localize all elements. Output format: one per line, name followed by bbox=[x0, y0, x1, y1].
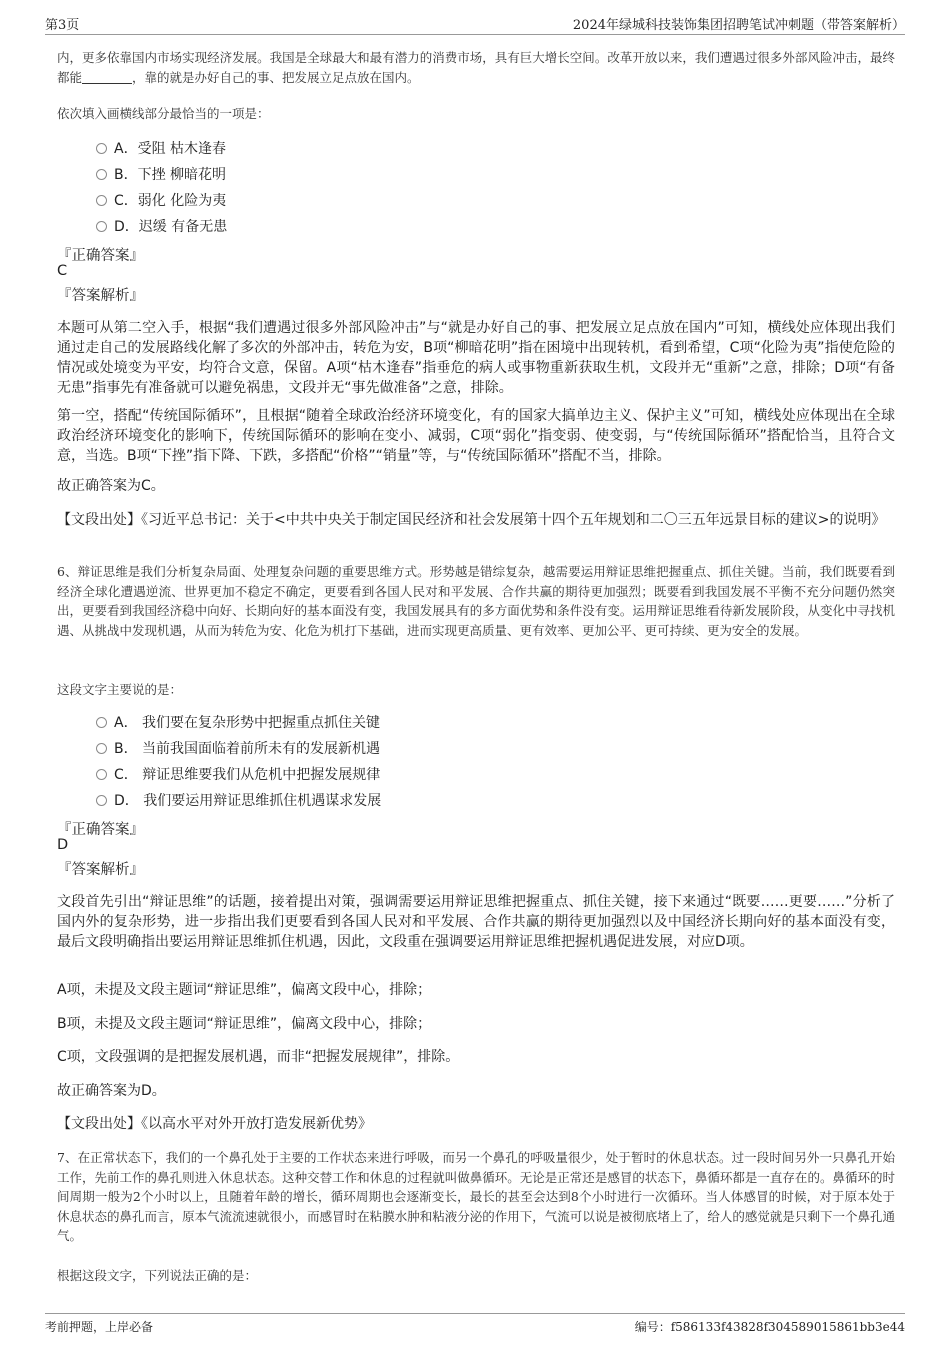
document-title: 2024年绿城科技装饰集团招聘笔试冲刺题（带答案解析） bbox=[572, 18, 905, 33]
q5-option-a[interactable] bbox=[96, 138, 226, 158]
q5-option-b-label: B．下挫 柳暗花明 bbox=[114, 167, 227, 183]
q5-blank bbox=[82, 71, 132, 84]
radio-icon[interactable] bbox=[96, 795, 107, 806]
q5-option-c[interactable] bbox=[96, 190, 226, 210]
q6-option-a-label: A． 我们要在复杂形势中把握重点抓住关键 bbox=[114, 715, 381, 731]
q5-source: 【文段出处】《习近平总书记：关于<中共中央关于制定国民经济和社会发展第十四个五年规划和二〇三五年远景目标的建议>的说明》 bbox=[57, 512, 886, 528]
q6-option-b-label: B． 当前我国面临着前所未有的发展新机遇 bbox=[114, 741, 381, 757]
page-header bbox=[45, 12, 905, 35]
q5-passage-part2: ，靠的就是办好自己的事、把发展立足点放在国内。 bbox=[132, 69, 420, 85]
q5-passage bbox=[57, 48, 895, 87]
q6-answer: D bbox=[57, 837, 69, 853]
q6-source: 【文段出处】《以高水平对外开放打造发展新优势》 bbox=[57, 1116, 372, 1132]
q5-answer-tag: 『正确答案』 bbox=[57, 248, 144, 264]
q5-option-d[interactable] bbox=[96, 216, 227, 236]
q5-passage-part1: 内，更多依靠国内市场实现经济发展。我国是全球最大和最有潜力的消费市场，具有巨大增长空间。改革开放以来，我们遭遇过很多外部风险冲击，最终都能 bbox=[57, 50, 895, 85]
q6-answer-tag: 『正确答案』 bbox=[57, 822, 144, 838]
q6-option-d[interactable] bbox=[96, 790, 381, 810]
q6-analysis-3: B项，未提及文段主题词“辩证思维”，偏离文段中心，排除； bbox=[57, 1016, 432, 1032]
q5-option-b[interactable] bbox=[96, 164, 226, 184]
radio-icon[interactable] bbox=[96, 169, 107, 180]
radio-icon[interactable] bbox=[96, 743, 107, 754]
radio-icon[interactable] bbox=[96, 769, 107, 780]
q5-analysis-2: 第一空，搭配“传统国际循环”，且根据“随着全球政治经济环境变化，有的国家大搞单边主义、保护主义”可知，横线处应体现出在全球政治经济环境变化的影响下，传统国际循环的影响在变小、减弱，C项“弱化”指变弱、使变弱，与“传统国际循环”搭配恰当，且符合文意，当选。B项“下挫”指下降、下跌，多搭配“价格”“销量”等，与“传统国际循环”搭配不当，排除。 bbox=[57, 408, 895, 464]
q5-option-c-label: C．弱化 化险为夷 bbox=[114, 193, 227, 209]
q6-option-c-label: C． 辩证思维要我们从危机中把握发展规律 bbox=[114, 767, 381, 783]
q6-option-d-label: D． 我们要运用辩证思维抓住机遇谋求发展 bbox=[114, 793, 382, 809]
q6-analysis-5: 故正确答案为D。 bbox=[57, 1083, 166, 1099]
page-number: 第3页 bbox=[45, 18, 80, 33]
q6-analysis-tag: 『答案解析』 bbox=[57, 862, 144, 878]
q6-option-b[interactable] bbox=[96, 738, 380, 758]
q5-prompt: 依次填入画横线部分最恰当的一项是： bbox=[57, 106, 270, 121]
q5-option-d-label: D．迟缓 有备无患 bbox=[114, 219, 228, 235]
page-footer bbox=[45, 1313, 905, 1340]
q5-answer: C bbox=[57, 263, 68, 279]
q7-passage: 7、在正常状态下，我们的一个鼻孔处于主要的工作状态来进行呼吸，而另一个鼻孔的呼吸量很少，处于暂时的休息状态。过一段时间另外一只鼻孔开始工作，先前工作的鼻孔则进入休息状态。这种交替工作和休息的过程就叫做鼻循环。无论是正常还是感冒的状态下，鼻循环都是一直存在的。鼻循环的时间周期一般为2个小时以上，且随着年龄的增长，循环周期也会逐渐变长，最长的甚至会达到8个小时进行一次循环。当人体感冒的时候，对于原本处于休息状态的鼻孔而言，原本气流流速就很小，而感冒时在粘膜水肿和粘液分泌的作用下，气流可以说是被彻底堵上了，给人的感觉就是只剩下一个鼻孔通气。 bbox=[57, 1150, 895, 1243]
q6-analysis-1: 文段首先引出“辩证思维”的话题，接着提出对策，强调需要运用辩证思维把握重点、抓住关键，接下来通过“既要……更要……”分析了国内外的复杂形势，进一步指出我们更要看到各国人民对和平发展、合作共赢的期待更加强烈以及中国经济长期向好的基本面没有变，最后文段明确指出要运用辩证思维抓住机遇，因此，文段重在强调要运用辩证思维把握机遇促进发展，对应D项。 bbox=[57, 894, 895, 950]
q6-option-a[interactable] bbox=[96, 712, 380, 732]
radio-icon[interactable] bbox=[96, 195, 107, 206]
footer-serial: 编号：f586133f43828f304589015861bb3e44 bbox=[634, 1320, 905, 1334]
q7-prompt: 根据这段文字，下列说法正确的是： bbox=[57, 1268, 258, 1283]
radio-icon[interactable] bbox=[96, 143, 107, 154]
q5-option-a-label: A．受阻 枯木逢春 bbox=[114, 141, 227, 157]
radio-icon[interactable] bbox=[96, 717, 107, 728]
q6-option-c[interactable] bbox=[96, 764, 380, 784]
q6-analysis-2: A项，未提及文段主题词“辩证思维”，偏离文段中心，排除； bbox=[57, 982, 432, 998]
q5-analysis-1: 本题可从第二空入手，根据“我们遭遇过很多外部风险冲击”与“就是办好自己的事、把发展立足点放在国内”可知，横线处应体现出我们通过走自己的发展路线化解了多次的外部冲击，转危为安，B项“柳暗花明”指在困境中出现转机，看到希望，C项“化险为夷”指使危险的情况或处境变为平安，均符合文意，保留。A项“枯木逢春”指垂危的病人或事物重新获取生机，文段并无“重新”之意，排除；D项“有备无患”指事先有准备就可以避免祸患，文段并无“事先做准备”之意，排除。 bbox=[57, 320, 895, 396]
q6-passage: 6、辩证思维是我们分析复杂局面、处理复杂问题的重要思维方式。形势越是错综复杂，越需要运用辩证思维把握重点、抓住关键。当前，我们既要看到经济全球化遭遇逆流、世界更加不稳定不确定，更要看到各国人民对和平发展、合作共赢的期待更加强烈；既要看到我国发展不平衡不充分问题仍然突出，更要看到我国经济稳中向好、长期向好的基本面没有变，我国发展具有的多方面优势和条件没有变。运用辩证思维看待新发展阶段，从变化中寻找机遇、从挑战中发现机遇，从而为转危为安、化危为机打下基础，进而实现更高质量、更有效率、更加公平、更可持续、更为安全的发展。 bbox=[57, 564, 895, 638]
footer-slogan: 考前押题，上岸必备 bbox=[45, 1320, 154, 1334]
q5-analysis-3: 故正确答案为C。 bbox=[57, 478, 165, 494]
q6-analysis-4: C项，文段强调的是把握发展机遇，而非“把握发展规律”，排除。 bbox=[57, 1049, 460, 1065]
radio-icon[interactable] bbox=[96, 221, 107, 232]
q6-prompt: 这段文字主要说的是： bbox=[57, 682, 183, 697]
q5-analysis-tag: 『答案解析』 bbox=[57, 288, 144, 304]
